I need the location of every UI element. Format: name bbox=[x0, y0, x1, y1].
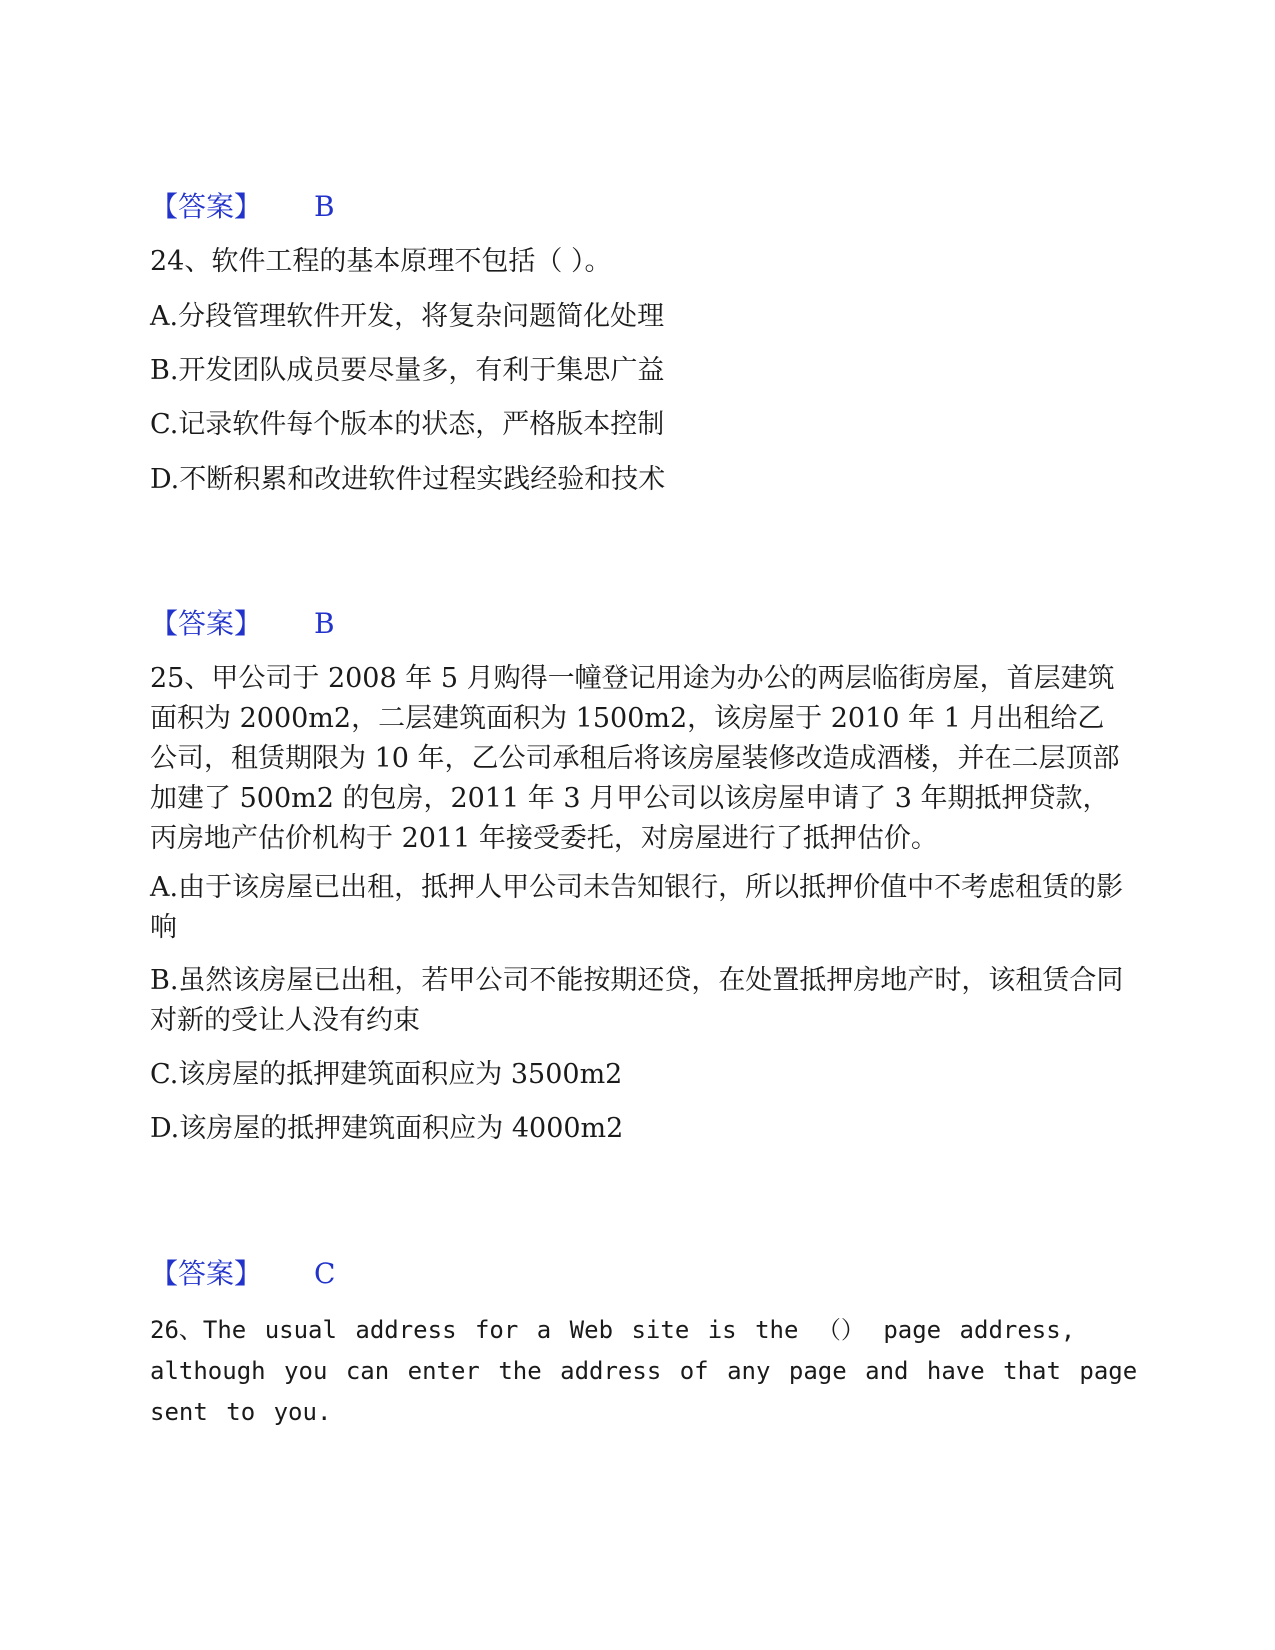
answer-letter: C bbox=[314, 1257, 336, 1290]
question-25-stem: 25、甲公司于 2008 年 5 月购得一幢登记用途为办公的两层临街房屋，首层建筑面积为 2000m2，二层建筑面积为 1500m2，该房屋于 2010 年 1 月出租给乙公司，租赁期限为 10 年，乙公司承租后将该房屋装修改造成酒楼，并在二层顶部加建了 500m2 的包房，2011 年 3 月甲公司以该房屋申请了 3 年期抵押贷款，丙房地产估价机构于 2011 年接受委托，对房屋进行了抵押估价。 bbox=[150, 663, 1120, 854]
answer-label: 【答案】 bbox=[150, 190, 263, 223]
question-25-option-b: B.虽然该房屋已出租，若甲公司不能按期还贷，在处置抵押房地产时，该租赁合同对新的受让人没有约束 bbox=[150, 965, 1124, 1036]
question-25-option-c: C.该房屋的抵押建筑面积应为 3500m2 bbox=[150, 1059, 623, 1090]
question-25-option-d: D.该房屋的抵押建筑面积应为 4000m2 bbox=[150, 1113, 624, 1144]
answer-label: 【答案】 bbox=[150, 1257, 263, 1290]
question-24-option-c: C.记录软件每个版本的状态，严格版本控制 bbox=[150, 409, 665, 440]
question-25-option-a: A.由于该房屋已出租，抵押人甲公司未告知银行，所以抵押价值中不考虑租赁的影响 bbox=[150, 872, 1124, 943]
answer-line bbox=[150, 606, 335, 642]
question-24-stem: 24、软件工程的基本原理不包括（ ）。 bbox=[150, 246, 612, 277]
answer-line bbox=[150, 1256, 335, 1292]
answer-line bbox=[150, 189, 335, 225]
question-24-option-d: D.不断积累和改进软件过程实践经验和技术 bbox=[150, 464, 666, 495]
question-26-stem: 26、The usual address for a Web site is the （） page address, although you can enter the address of any page and have that page sent to you. bbox=[150, 1316, 1138, 1426]
answer-letter: B bbox=[314, 190, 335, 223]
question-24-option-a: A.分段管理软件开发，将复杂问题简化处理 bbox=[150, 301, 665, 332]
question-24-option-b: B.开发团队成员要尽量多，有利于集思广益 bbox=[150, 355, 665, 386]
answer-label: 【答案】 bbox=[150, 607, 263, 640]
answer-letter: B bbox=[314, 607, 335, 640]
